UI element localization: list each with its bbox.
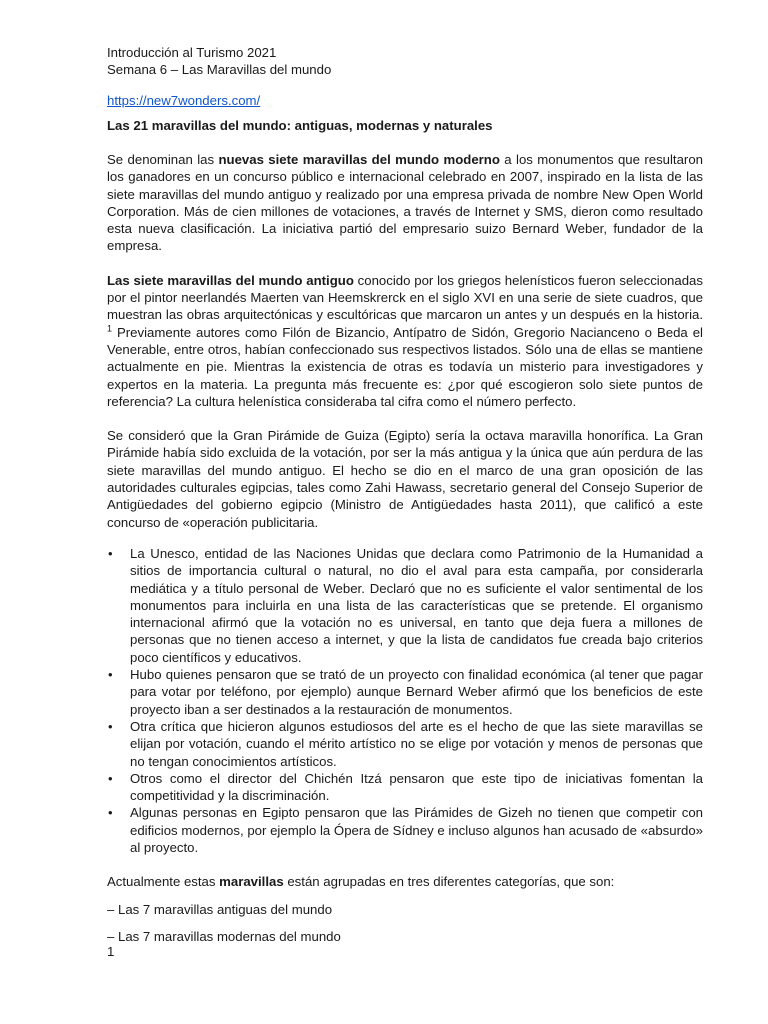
list-item-text: La Unesco, entidad de las Naciones Unidas que declara como Patrimonio de la Humanidad a sitios de importancia cultural o natural, no dio el aval para esta campaña, por considerarla mediática y a título personal de Weber. Declaró que no es suficiente el valor sentimental de los monumentos para incluirla en una lista de las características que se pretende. El organismo internacional afirmó que la votación no es universal, en tanto que deja fuera a millones de personas que no tienen acceso a internet, y que la lista de candidatos fue creada bajo criterios poco científicos y educativos. (130, 545, 703, 665)
week-title: Semana 6 – Las Maravillas del mundo (107, 62, 332, 77)
bullet-icon: • (108, 718, 113, 734)
paragraph-text: Actualmente estas (107, 874, 220, 890)
paragraph-text: Se denominan las (107, 152, 219, 167)
list-item-text: Otros como el director del Chichén Itzá pensaron que este tipo de iniciativas fomentan la competitividad y la discriminación. (130, 770, 703, 804)
footnote-reference[interactable]: 1 (107, 323, 113, 334)
list-item (107, 545, 703, 666)
bullet-icon: • (108, 770, 113, 786)
category-ancient: – Las 7 maravillas antiguas del mundo (107, 901, 333, 917)
list-item-text: Otra crítica que hicieron algunos estudiosos del arte es el hecho de que las siete maravillas se elijan por votación, cuando el mérito artístico no se elige por votación y menos de personas que no tengan conocimientos artísticos. (130, 718, 703, 769)
list-item (107, 718, 703, 770)
paragraph-text: están agrupadas en tres diferentes categorías, que son: (283, 874, 615, 890)
bullet-icon: • (108, 545, 113, 561)
list-item (107, 770, 703, 805)
paragraph-text: conocido por los griegos helenísticos fueron seleccionadas por el pintor neerlandés Maerten van Heemskrerck en el siglo XVI en una serie de siete cuadros, que muestran las obras arquitectónicas y escultóricas que marcaron un antes y un después en la historia. (107, 272, 703, 323)
list-item (107, 804, 703, 856)
paragraph-new-wonders (107, 151, 703, 255)
list-item-text: Algunas personas en Egipto pensaron que las Pirámides de Gizeh no tienen que competir con edificios modernos, por ejemplo la Ópera de Sídney e incluso algunos han acusado de «absurdo» al proyecto. (130, 805, 703, 855)
section-heading: Las 21 maravillas del mundo: antiguas, modernas y naturales (107, 118, 493, 133)
list-item-text: Hubo quienes pensaron que se trató de un proyecto con finalidad económica (al tener que pagar para votar por teléfono, por ejemplo) aunque Bernard Weber afirmó que los beneficios de este proyecto iban a ser destinados a la restauración de monumentos. (130, 667, 703, 717)
paragraph-categories (107, 873, 703, 890)
paragraph-great-pyramid: Se consideró que la Gran Pirámide de Guiza (Egipto) sería la octava maravilla honorífica. La Gran Pirámide había sido excluida de la votación, por ser la más antigua y la única que aún perdura de las siete maravillas del mundo antiguo. El hecho se dio en el marco de una gran oposición de las autoridades culturales egipcias, tales como Zahi Hawass, secretario general del Consejo Superior de Antigüedades del gobierno egipcio (Ministro de Antigüedades hasta 2011), que calificó a este concurso de «operación publicitaria. (107, 428, 703, 530)
paragraph-bold: Las siete maravillas del mundo antiguo (107, 272, 354, 288)
list-item (107, 666, 703, 718)
paragraph-bold: nuevas siete maravillas del mundo moderno (218, 152, 500, 167)
criticism-list (107, 545, 703, 856)
bullet-icon: • (108, 805, 113, 821)
bullet-icon: • (108, 667, 113, 683)
document-page (107, 44, 703, 945)
course-title: Introducción al Turismo 2021 (107, 45, 277, 60)
new7wonders-link[interactable]: https://new7wonders.com/ (107, 93, 261, 108)
category-modern: – Las 7 maravillas modernas del mundo (107, 928, 341, 944)
paragraph-bold: maravillas (219, 874, 284, 890)
page-number: 1 (107, 944, 115, 959)
paragraph-text: Previamente autores como Filón de Bizancio, Antípatro de Sidón, Gregorio Nacianceno o Beda el Venerable, entre otros, habían confeccionado sus respectivos listados. Sólo una de ellas se mantiene actualmente en pie. Mientras la existencia de otras es todavía un misterio para investigadores y expertos en la materia. La pregunta más frecuente es: ¿por qué escogieron solo siete puntos de referencia? La cultura helenística consideraba tal cifra como el número perfecto. (107, 324, 703, 409)
paragraph-ancient-wonders (107, 272, 703, 410)
paragraph-text: a los monumentos que resultaron los ganadores en un concurso público e internacional celebrado en 2007, inspirado en la lista de las siete maravillas del mundo antiguo y realizado por una empresa privada de nombre New Open World Corporation. Más de cien millones de votaciones, a través de Internet y SMS, dieron como resultado esta nueva clasificación. La iniciativa partió del empresario suizo Bernard Weber, fundador de la empresa. (107, 152, 703, 254)
